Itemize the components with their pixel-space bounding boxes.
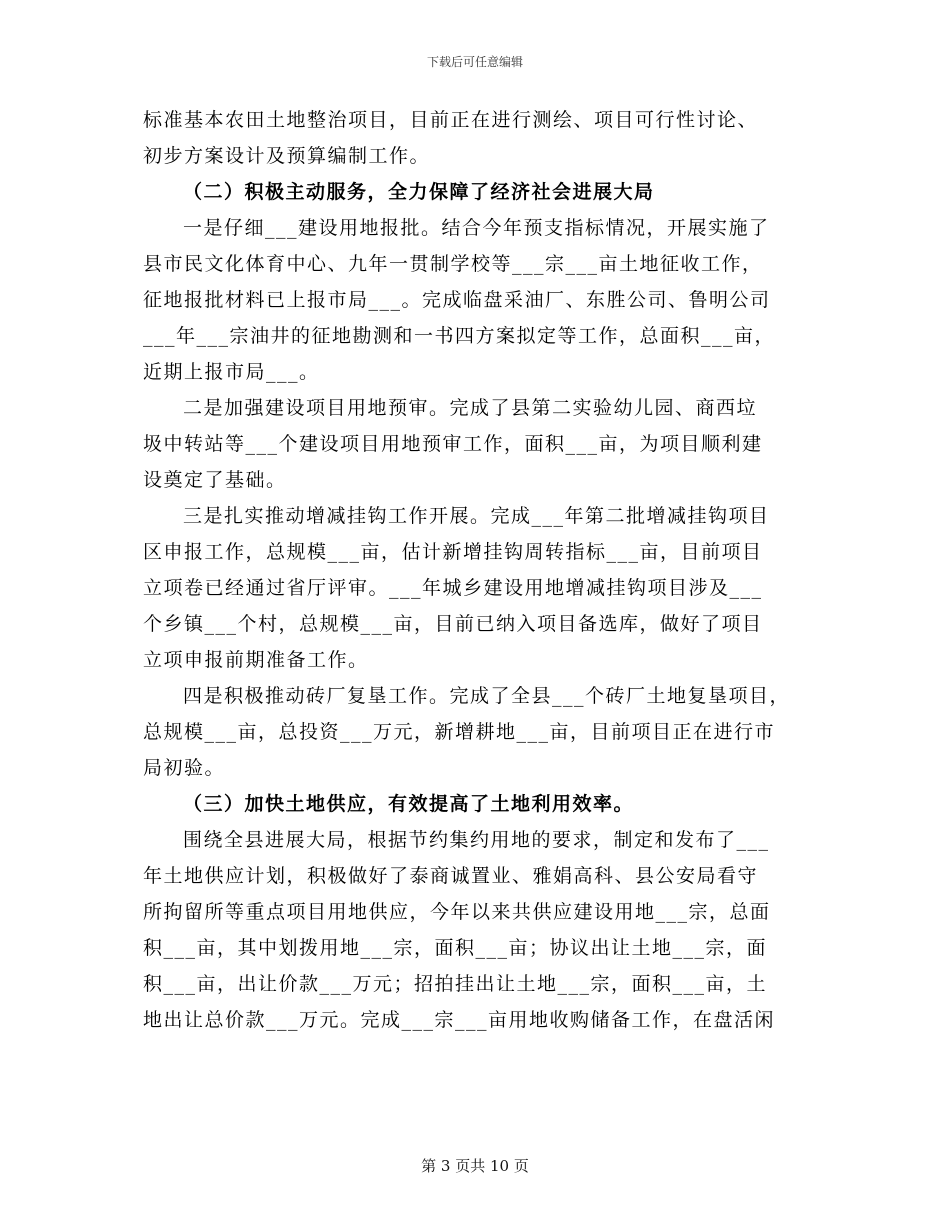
body-line: 地出让总价款___万元。完成___宗___亩用地收购储备工作，在盘活闲	[143, 1009, 776, 1031]
body-line: 局初验。	[143, 757, 226, 779]
paragraph-start: 三是扎实推动增减挂钩工作开展。完成___年第二批增减挂钩项目	[183, 505, 770, 527]
paragraph-start: 围绕全县进展大局，根据节约集约用地的要求，制定和发布了___	[183, 829, 770, 851]
body-line: 近期上报市局___。	[143, 361, 320, 383]
body-line: 立项卷已经通过省厅评审。___年城乡建设用地增减挂钩项目涉及___	[143, 577, 763, 599]
body-line: 所拘留所等重点项目用地供应，今年以来共供应建设用地___宗，总面	[143, 901, 771, 923]
body-line: 标准基本农田土地整治项目，目前正在进行测绘、项目可行性讨论、	[143, 109, 759, 131]
body-line: 总规模___亩，总投资___万元，新增耕地___亩，目前项目正在进行市	[143, 721, 776, 743]
paragraph-start: 四是积极推动砖厂复垦工作。完成了全县___个砖厂土地复垦项目，	[183, 685, 791, 707]
body-line: 初步方案设计及预算编制工作。	[143, 145, 431, 167]
page-header: 下载后可任意编辑	[426, 55, 523, 69]
body-line: ___年___宗油井的征地勘测和一书四方案拟定等工作，总面积___亩，	[143, 325, 776, 347]
body-line: 积___亩，出让价款___万元；招拍挂出让土地___宗，面积___亩，土	[143, 973, 768, 995]
body-line: 积___亩，其中划拨用地___宗，面积___亩；协议出让土地___宗，面	[143, 937, 768, 959]
body-line: 年土地供应计划，积极做好了泰商诚置业、雅娟高科、县公安局看守	[143, 865, 759, 887]
body-line: 征地报批材料已上报市局___。完成临盘采油厂、东胜公司、鲁明公司	[143, 289, 771, 311]
body-line: 区申报工作，总规模___亩，估计新增挂钩周转指标___亩，目前项目	[143, 541, 763, 563]
document-body	[143, 102, 811, 1038]
section-heading: （三）加快土地供应，有效提高了土地利用效率。	[183, 793, 635, 815]
paragraph-start: 二是加强建设项目用地预审。完成了县第二实验幼儿园、商西垃	[183, 397, 758, 419]
body-line: 立项申报前期准备工作。	[143, 649, 369, 671]
paragraph-start: 一是仔细___建设用地报批。结合今年预支指标情况，开展实施了	[183, 217, 770, 239]
body-line: 个乡镇___个村，总规模___亩，目前已纳入项目备选库，做好了项目	[143, 613, 763, 635]
body-line: 圾中转站等___个建设项目用地预审工作，面积___亩，为项目顺利建	[143, 433, 763, 455]
section-heading: （二）积极主动服务，全力保障了经济社会进展大局	[183, 181, 655, 203]
body-line: 县市民文化体育中心、九年一贯制学校等___宗___亩土地征收工作，	[143, 253, 763, 275]
page-footer: 第 3 页共 10 页	[421, 1157, 529, 1175]
body-line: 设奠定了基础。	[143, 469, 287, 491]
